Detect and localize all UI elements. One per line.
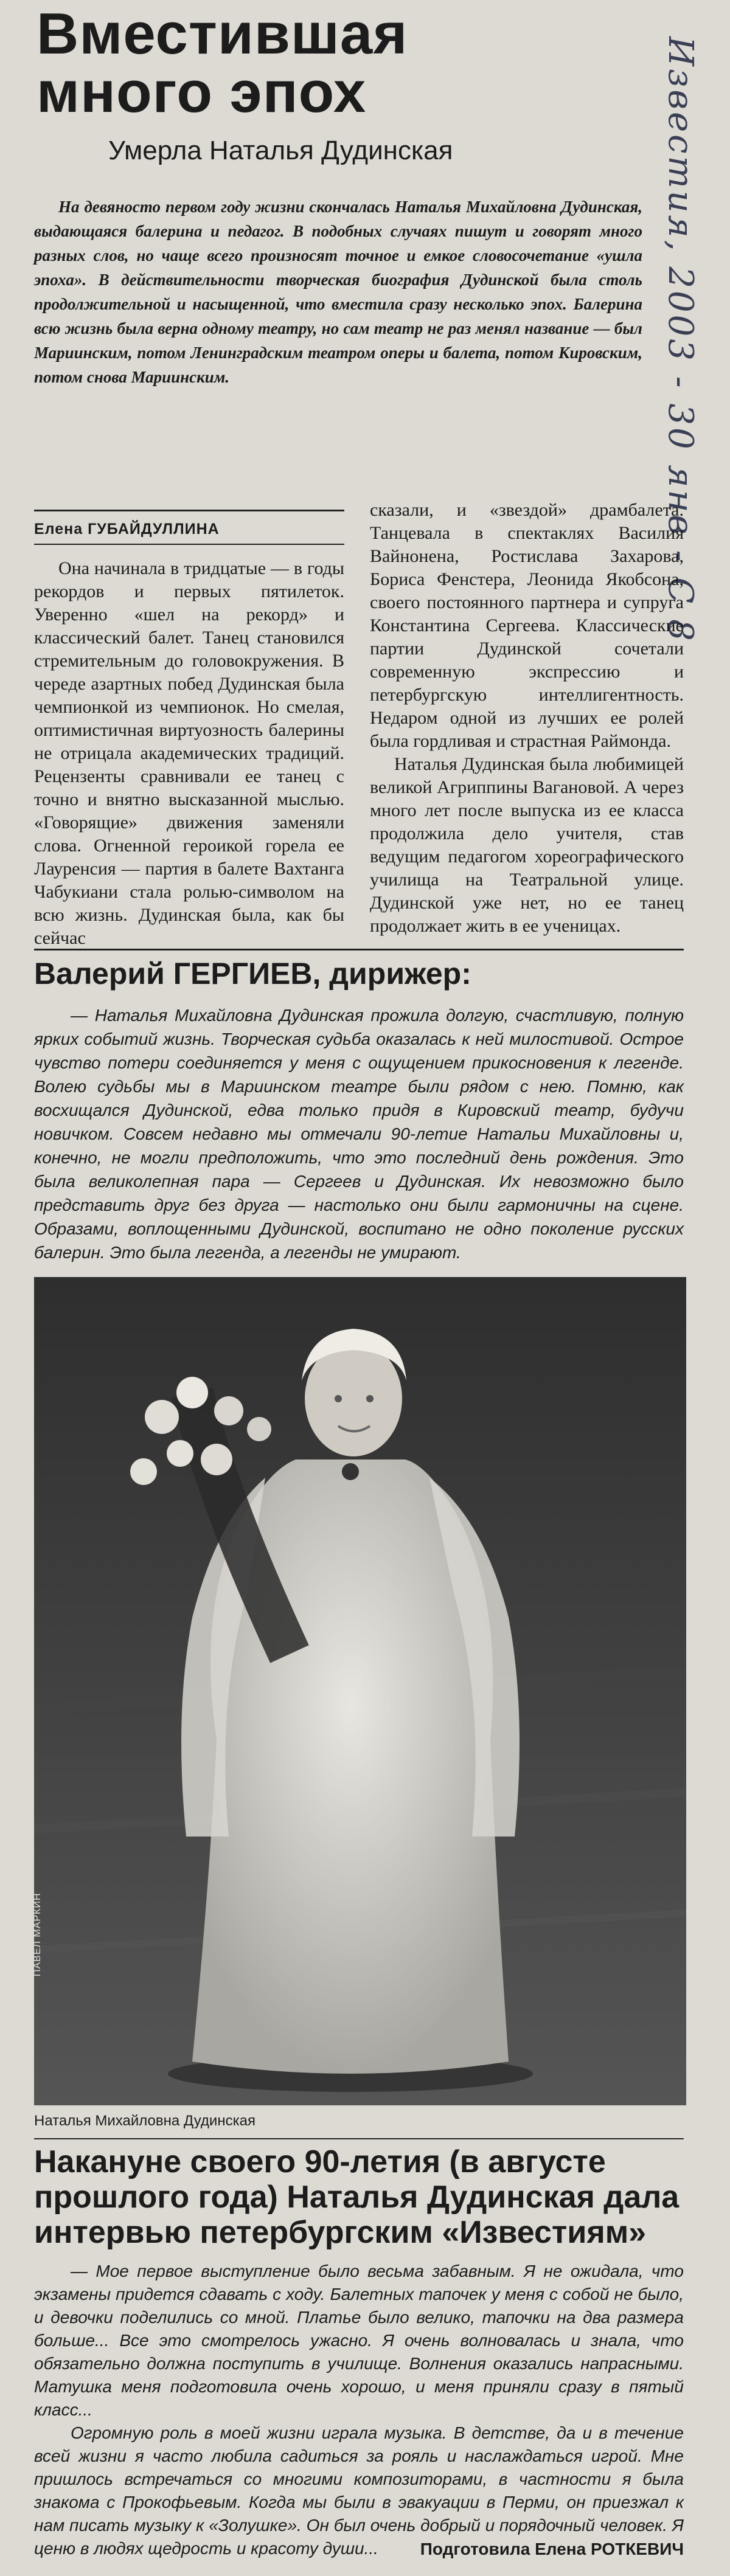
section-rule bbox=[34, 949, 684, 950]
photo-credit: ПАВЕЛ МАРКИН bbox=[32, 1892, 43, 1976]
article-column-2 bbox=[370, 499, 684, 938]
interview-heading: Накануне своего 90-летия (в августе прошлого года) Наталья Дудинская дала интервью петербургским «Известиям» bbox=[34, 2144, 680, 2250]
prepared-by: Подготовила Елена РОТКЕВИЧ bbox=[420, 2540, 684, 2558]
interview-paragraph: Огромную роль в моей жизни играла музыка. В детстве, да и в течение всей жизни я часто любила садиться за рояль и наслаждаться игрой. Мне пришлось встречаться со многими композиторами, в частности я была знакома с Прокофьевым. Когда мы были в эвакуации в Перми, он приезжал к нам писать музыку к «Золушке». Он был очень добрый и порядочный человек. Я ценю в людях щедрость и красоту души... bbox=[34, 2423, 684, 2558]
headline-line-1: Вместившая bbox=[36, 1, 408, 66]
eye-right bbox=[366, 1395, 374, 1402]
lead-paragraph: На девяносто первом году жизни скончалась Наталья Михайловна Дудинская, выдающаяся балерина и педагог. В подобных случаях пишут и говорят много разных слов, но чаще всего произносят точное и емкое словосочетание «ушла эпоха». В действительности творческая биография Дудинской была столь продолжительной и насыщенной, что вместила сразу несколько эпох. Балерина всю жизнь была верна одному театру, но сам театр не раз менял название — был Мариинским, потом Ленинградским театром оперы и балета, потом Кировским, потом снова Мариинским. bbox=[34, 198, 642, 386]
handwritten-source-note: Известия, 2003 - 30 янв - С 8 bbox=[661, 36, 700, 643]
quote-text: — Наталья Михайловна Дудинская прожила долгую, счастливую, полную ярких событий жизнь. Творческая судьба оказалась к ней милостивой. Острое чувство потери соединяется у меня с ощущением прикосновения к легенде. Волею судьбы мы в Мариинском театре были рядом с нею. Помню, как восхищался Дудинской, едва только придя в Кировский театр, будучи новичком. Совсем недавно мы отмечали 90-летие Натальи Михайловны и, конечно, не могли предположить, что это последний день рождения. Это была великолепная пара — Сергеев и Дудинская. Их невозможно было представить друг без друга — настолько они были гармоничны на сцене. Образами, воплощенными Дудинской, воспитано не одно поколение русских балерин. Это была легенда, а легенды не умирают. bbox=[34, 1006, 684, 1262]
photo-dudinskaya bbox=[34, 1277, 686, 2105]
body-paragraph: Она начинала в тридцатые — в годы рекордов и первых пятилеток. Уверенно «шел на рекорд» и классический балет. Танец становился стремительным до головокружения. В череде азартных побед Дудинская была чемпионкой из чемпионок. Но смелая, оптимистичная виртуозность балерины не отрицала академических традиций. Рецензенты сравнивали ее танец с точно и внятно высказанной мыслью. «Говорящие» движения заменяли слова. Огненной героикой горела ее Лауренсия — партия в балете Вахтанга Чабукиани стала ролью-символом на всю жизнь. Дудинская была, как бы сейчас bbox=[34, 558, 344, 948]
byline-rule bbox=[34, 510, 344, 511]
section-rule bbox=[34, 2138, 684, 2139]
byline-rule-bottom bbox=[34, 544, 344, 545]
eye-left bbox=[335, 1395, 342, 1402]
interview-paragraph: — Мое первое выступление было весьма забавным. Я не ожидала, что экзамены придется сдавать с ходу. Балетных тапочек у меня с собой не было, и девочки поделились со мной. Платье было велико, тапочки на два размера больше... Все это смотрелось ужасно. Я очень волновалась и знала, что обязательно должна поступить в училище. Волнения оказались напрасными. Матушка меня подготовила очень хорошо, и меня приняли сразу в пятый класс... bbox=[34, 2262, 684, 2419]
headline-line-2: много эпох bbox=[36, 60, 367, 125]
brooch bbox=[342, 1463, 359, 1480]
body-paragraph: Наталья Дудинская была любимицей великой Агриппины Вагановой. А через много лет после выпуска из ее класса продолжила дело учителя, став ведущим педагогом хореографического училища на Театральной улице. Дудинской уже нет, но ее танец продолжает жить в ее ученицах. bbox=[370, 754, 684, 936]
body-paragraph: сказали, и «звездой» драмбалета. Танцевала в спектаклях Василия Вайнонена, Ростислава Захарова, Бориса Фенстера, Леонида Якобсона, своего постоянного партнера и супруга Константина Сергеева. Классические партии Дудинской сочетали современную экспрессию и петербургскую интеллигентность. Недаром одной из лучших ее ролей была гордливая и страстная Раймонда. bbox=[370, 500, 684, 751]
quote-heading: Валерий ГЕРГИЕВ, дирижер: bbox=[34, 957, 471, 991]
article-column-1 bbox=[34, 557, 344, 950]
portrait-illustration bbox=[34, 1277, 686, 2105]
byline: Елена ГУБАЙДУЛЛИНА bbox=[34, 521, 220, 538]
interview-text bbox=[34, 2260, 684, 2560]
headline bbox=[36, 1, 645, 125]
subheadline: Умерла Наталья Дудинская bbox=[108, 136, 453, 165]
photo-caption: Наталья Михайловна Дудинская bbox=[34, 2113, 255, 2129]
